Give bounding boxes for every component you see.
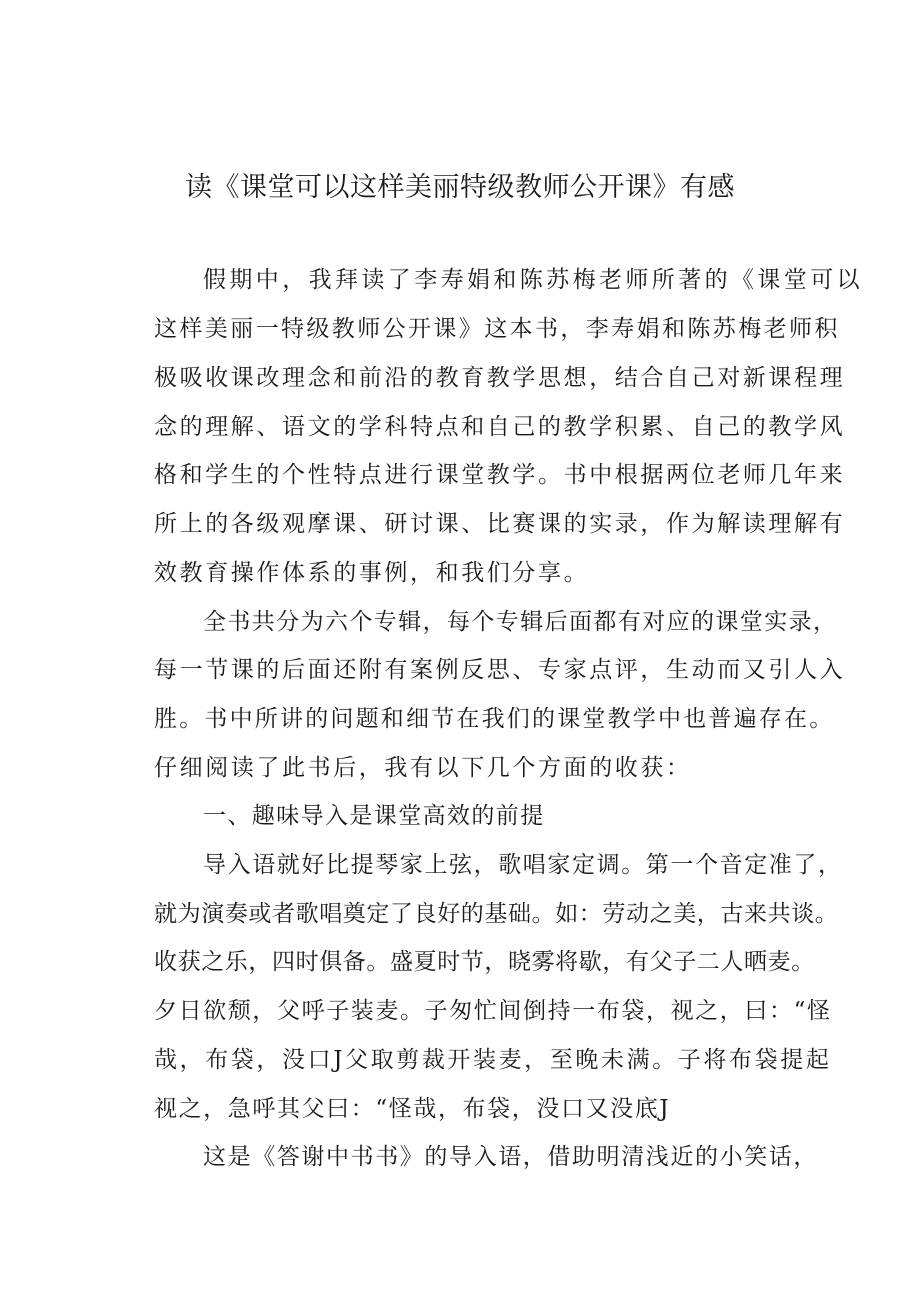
paragraph-line: 这样美丽一特级教师公开课》这本书，李寿娟和陈苏梅老师积	[154, 316, 840, 342]
paragraph-line: 就为演奏或者歌唱奠定了良好的基础。如：劳动之美，古来共谈。	[154, 901, 839, 927]
paragraph-line: 所上的各级观摩课、研讨课、比赛课的实录，作为解读理解有	[154, 511, 846, 537]
paragraph-line: 视之，急呼其父曰：“怪哉，布袋，没口又没底J	[154, 1096, 671, 1122]
paragraph-line: 胜。书中所讲的问题和细节在我们的课堂教学中也普遍存在。	[154, 706, 835, 732]
paragraph-line: 全书共分为六个专辑，每个专辑后面都有对应的课堂实录，	[203, 609, 838, 635]
paragraph-line: 导入语就好比提琴家上弦，歌唱家定调。第一个音定准了，	[203, 852, 843, 878]
paragraph-line: 每一节课的后面还附有案例反思、专家点评，生动而又引人入	[154, 657, 846, 683]
document-title: 读《课堂可以这样美丽特级教师公开课》有感	[185, 172, 735, 203]
section-heading: 一、趣味导入是课堂高效的前提	[203, 803, 545, 829]
paragraph-line: 哉，布袋，没口J父取剪裁开装麦，至晚未满。子将布袋提起	[154, 1047, 832, 1073]
paragraph-line: 仔细阅读了此书后，我有以下几个方面的收获：	[154, 755, 692, 781]
paragraph-line: 效教育操作体系的事例，和我们分享。	[154, 560, 590, 586]
paragraph-line: 格和学生的个性特点进行课堂教学。书中根据两位老师几年来	[154, 462, 846, 488]
paragraph-line: 夕日欲颓，父呼子装麦。子匆忙间倒持一布袋，视之，曰：“怪	[154, 998, 832, 1024]
paragraph-line: 念的理解、语文的学科特点和自己的教学积累、自己的教学风	[154, 414, 846, 440]
paragraph-line: 这是《答谢中书书》的导入语，借助明清浅近的小笑话，	[203, 1144, 818, 1170]
paragraph-line: 极吸收课改理念和前沿的教育教学思想，结合自己对新课程理	[154, 365, 846, 391]
paragraph-line: 假期中，我拜读了李寿娟和陈苏梅老师所著的《课堂可以	[203, 267, 863, 293]
paragraph-line: 收获之乐，四时俱备。盛夏时节，晓雾将歇，有父子二人晒麦。	[154, 949, 815, 975]
